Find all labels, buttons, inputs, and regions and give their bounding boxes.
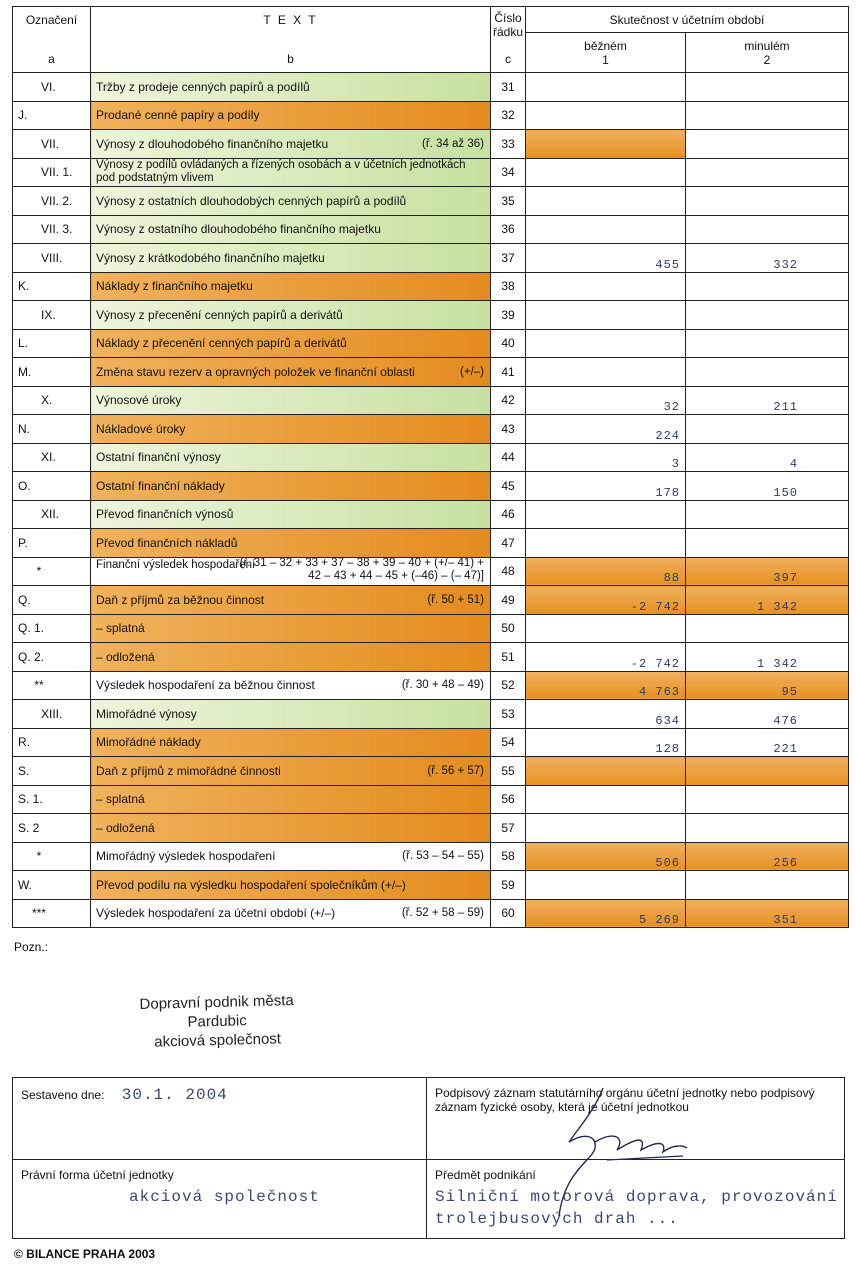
row-text <box>91 899 491 928</box>
row-label: Daň z příjmů z mimořádné činnosti <box>96 763 281 778</box>
row-label: Výnosy z krátkodobého finančního majetku <box>96 250 325 265</box>
row-text <box>91 443 491 472</box>
table-row <box>13 757 849 786</box>
row-code: VII. 1. <box>13 158 91 187</box>
row-number: 35 <box>491 187 526 216</box>
value-current: -2 742 <box>526 643 686 672</box>
row-code: R. <box>13 728 91 757</box>
row-text <box>91 301 491 330</box>
table-row <box>13 814 849 843</box>
row-code: VI. <box>13 73 91 102</box>
value-current: 4 763 <box>526 671 686 700</box>
row-code: *** <box>13 899 91 928</box>
table-row <box>13 101 849 130</box>
row-label: Výsledek hospodaření za běžnou činnost <box>96 678 315 693</box>
row-code: * <box>13 557 91 586</box>
row-formula: (ř. 56 + 57) <box>427 764 484 777</box>
row-text <box>91 557 491 586</box>
header-skutecnost: Skutečnost v účetním období <box>526 7 849 33</box>
row-text <box>91 785 491 814</box>
row-code: IX. <box>13 301 91 330</box>
row-text <box>91 329 491 358</box>
row-text <box>91 728 491 757</box>
row-code: S. 1. <box>13 785 91 814</box>
table-row <box>13 700 849 729</box>
row-text <box>91 842 491 871</box>
row-number: 36 <box>491 215 526 244</box>
table-row <box>13 187 849 216</box>
row-label: Nákladové úroky <box>96 421 186 436</box>
value-current: 5 269 <box>526 899 686 928</box>
row-formula: (ř. 34 až 36) <box>422 137 484 150</box>
table-row <box>13 728 849 757</box>
row-number: 37 <box>491 244 526 273</box>
row-number: 34 <box>491 158 526 187</box>
row-text <box>91 101 491 130</box>
header-oznaceni: Označení a <box>13 7 91 73</box>
table-row <box>13 358 849 387</box>
table-row <box>13 443 849 472</box>
row-label: Výnosy z dlouhodobého finančního majetku <box>96 136 329 151</box>
table-row <box>13 472 849 501</box>
value-previous: 397 <box>686 557 849 586</box>
row-code: Q. <box>13 586 91 615</box>
row-text <box>91 272 491 301</box>
row-label: Převod podílu na výsledku hospodaření společníkům (+/–) <box>96 877 406 892</box>
row-text <box>91 358 491 387</box>
row-label: Převod finančních nákladů <box>96 535 238 550</box>
value-previous <box>686 158 849 187</box>
row-number: 33 <box>491 130 526 159</box>
row-number: 57 <box>491 814 526 843</box>
row-code: J. <box>13 101 91 130</box>
table-row <box>13 557 849 586</box>
value-previous: 95 <box>686 671 849 700</box>
value-previous <box>686 301 849 330</box>
value-previous <box>686 215 849 244</box>
table-row <box>13 785 849 814</box>
value-previous <box>686 785 849 814</box>
value-previous <box>686 329 849 358</box>
row-code: L. <box>13 329 91 358</box>
value-previous <box>686 871 849 900</box>
row-formula: (ř. 52 + 58 – 59) <box>401 907 484 920</box>
row-label: Změna stavu rezerv a opravných položek ve finanční oblasti <box>96 364 415 379</box>
value-current: 506 <box>526 842 686 871</box>
row-text <box>91 215 491 244</box>
podpis-label: Podpisový záznam statutárního orgánu účetní jednotky nebo podpisový záznam fyzické osoby, která je účetní jednotkou <box>435 1086 815 1114</box>
row-formula: (ř. 30 + 48 – 49) <box>401 679 484 692</box>
row-code: * <box>13 842 91 871</box>
value-previous: 4 <box>686 443 849 472</box>
row-text <box>91 814 491 843</box>
row-text <box>91 700 491 729</box>
row-text <box>91 757 491 786</box>
row-label: Mimořádné výnosy <box>96 706 197 721</box>
row-number: 55 <box>491 757 526 786</box>
value-previous: 256 <box>686 842 849 871</box>
stamp-line: Dopravní podnik města <box>139 991 294 1014</box>
row-number: 39 <box>491 301 526 330</box>
value-current <box>526 871 686 900</box>
row-number: 58 <box>491 842 526 871</box>
forma-value: akciová společnost <box>129 1188 320 1206</box>
stamp-line: Pardubic <box>187 1012 247 1031</box>
value-current <box>526 272 686 301</box>
row-formula: (ř. 31 – 32 + 33 + 37 – 38 + 39 – 40 + (+/– 41) + 42 – 43 + 44 – 45 + (–46) – (– 47)] <box>239 557 484 582</box>
row-code: Q. 1. <box>13 614 91 643</box>
row-label: Mimořádné náklady <box>96 735 201 750</box>
table-row <box>13 386 849 415</box>
value-current: 88 <box>526 557 686 586</box>
row-label: Ostatní finanční náklady <box>96 478 225 493</box>
row-number: 31 <box>491 73 526 102</box>
company-stamp <box>139 991 295 1052</box>
row-text <box>91 73 491 102</box>
table-row <box>13 871 849 900</box>
row-number: 50 <box>491 614 526 643</box>
value-current <box>526 358 686 387</box>
footer-copyright: © BILANCE PRAHA 2003 <box>14 1247 156 1261</box>
row-label: Prodané cenné papíry a podíly <box>96 108 260 123</box>
value-current: 224 <box>526 415 686 444</box>
value-current: 634 <box>526 700 686 729</box>
row-text <box>91 386 491 415</box>
row-code: VIII. <box>13 244 91 273</box>
value-current <box>526 785 686 814</box>
row-label: Výnosy z podílů ovládaných a řízených osobách a v účetních jednotkách pod podstatným vlivem <box>96 159 466 185</box>
row-text <box>91 529 491 558</box>
row-label: Finanční výsledek hospodaření <box>96 558 256 571</box>
table-row <box>13 643 849 672</box>
row-text <box>91 472 491 501</box>
header-text: T E X T b <box>91 7 491 73</box>
row-label: – odložená <box>96 649 155 664</box>
row-label: Daň z příjmů za běžnou činnost <box>96 592 265 607</box>
row-label: – splatná <box>96 792 145 807</box>
row-label: Výnosy z ostatních dlouhodobých cenných papírů a podílů <box>96 193 407 208</box>
row-label: – odložená <box>96 820 155 835</box>
row-formula: (ř. 50 + 51) <box>427 593 484 606</box>
header-minule: minulém 2 <box>686 33 849 73</box>
row-code: VII. 2. <box>13 187 91 216</box>
table-row <box>13 415 849 444</box>
row-code: XIII. <box>13 700 91 729</box>
row-label: – splatná <box>96 621 145 636</box>
table-row <box>13 586 849 615</box>
value-previous <box>686 358 849 387</box>
row-label: Převod finančních výnosů <box>96 507 234 522</box>
value-current: 3 <box>526 443 686 472</box>
value-current <box>526 500 686 529</box>
value-previous <box>686 415 849 444</box>
signature-table <box>12 1077 845 1239</box>
row-code: XI. <box>13 443 91 472</box>
row-number: 49 <box>491 586 526 615</box>
table-row <box>13 329 849 358</box>
row-number: 47 <box>491 529 526 558</box>
value-current: 128 <box>526 728 686 757</box>
table-row <box>13 215 849 244</box>
table-row <box>13 301 849 330</box>
row-label: Výnosy z přecenění cenných papírů a derivátů <box>96 307 343 322</box>
table-row <box>13 73 849 102</box>
row-label: Výsledek hospodaření za účetní období (+/–) <box>96 906 336 921</box>
row-number: 60 <box>491 899 526 928</box>
row-text <box>91 415 491 444</box>
row-number: 56 <box>491 785 526 814</box>
table-row <box>13 899 849 928</box>
row-number: 53 <box>491 700 526 729</box>
value-current <box>526 814 686 843</box>
value-current <box>526 101 686 130</box>
row-label: Výnosové úroky <box>96 393 182 408</box>
sestaveno-value: 30.1. 2004 <box>121 1086 228 1104</box>
row-text <box>91 130 491 159</box>
row-code: N. <box>13 415 91 444</box>
value-previous <box>686 73 849 102</box>
value-previous: 1 342 <box>686 586 849 615</box>
table-row <box>13 842 849 871</box>
table-row <box>13 272 849 301</box>
row-formula: (ř. 53 – 54 – 55) <box>402 850 484 863</box>
row-formula: (+/–) <box>460 365 484 378</box>
value-current: -2 742 <box>526 586 686 615</box>
row-number: 46 <box>491 500 526 529</box>
row-number: 43 <box>491 415 526 444</box>
value-previous: 332 <box>686 244 849 273</box>
table-row <box>13 671 849 700</box>
predmet-value: Silniční motorová doprava, provozování trolejbusových drah ... <box>435 1188 838 1228</box>
row-number: 32 <box>491 101 526 130</box>
table-row <box>13 158 849 187</box>
row-text <box>91 244 491 273</box>
table-row <box>13 130 849 159</box>
row-code: XII. <box>13 500 91 529</box>
row-code: M. <box>13 358 91 387</box>
row-number: 38 <box>491 272 526 301</box>
value-current <box>526 301 686 330</box>
row-number: 52 <box>491 671 526 700</box>
table-row <box>13 529 849 558</box>
row-number: 42 <box>491 386 526 415</box>
row-text <box>91 671 491 700</box>
value-previous <box>686 272 849 301</box>
row-label: Výnosy z ostatního dlouhodobého finančního majetku <box>96 222 381 237</box>
value-current <box>526 73 686 102</box>
value-current: 178 <box>526 472 686 501</box>
row-number: 51 <box>491 643 526 672</box>
value-previous <box>686 529 849 558</box>
forma-label: Právní forma účetní jednotky <box>21 1168 174 1182</box>
row-text <box>91 643 491 672</box>
value-previous: 211 <box>686 386 849 415</box>
row-number: 59 <box>491 871 526 900</box>
value-previous <box>686 757 849 786</box>
value-current <box>526 158 686 187</box>
row-number: 44 <box>491 443 526 472</box>
value-previous: 351 <box>686 899 849 928</box>
row-code: S. 2 <box>13 814 91 843</box>
row-code: X. <box>13 386 91 415</box>
value-previous <box>686 130 849 159</box>
row-number: 54 <box>491 728 526 757</box>
income-statement-table <box>12 6 849 928</box>
value-current <box>526 529 686 558</box>
value-current <box>526 329 686 358</box>
value-current <box>526 187 686 216</box>
forma-cell <box>13 1160 427 1239</box>
row-code: P. <box>13 529 91 558</box>
row-number: 48 <box>491 557 526 586</box>
row-label: Náklady z přecenění cenných papírů a derivátů <box>96 336 347 351</box>
header-bezne: běžném 1 <box>526 33 686 73</box>
value-previous <box>686 101 849 130</box>
row-text <box>91 187 491 216</box>
row-text <box>91 614 491 643</box>
row-label: Ostatní finanční výnosy <box>96 450 221 465</box>
value-current: 32 <box>526 386 686 415</box>
sestaveno-cell <box>13 1078 427 1160</box>
row-text <box>91 158 491 187</box>
row-code: Q. 2. <box>13 643 91 672</box>
signature-drawing <box>555 1070 695 1220</box>
table-row <box>13 614 849 643</box>
note-label: Pozn.: <box>14 940 49 954</box>
value-previous <box>686 614 849 643</box>
value-previous: 150 <box>686 472 849 501</box>
row-text <box>91 871 491 900</box>
row-number: 45 <box>491 472 526 501</box>
table-row <box>13 500 849 529</box>
row-code: S. <box>13 757 91 786</box>
row-code: VII. <box>13 130 91 159</box>
predmet-label: Předmět podnikání <box>435 1168 536 1182</box>
value-previous <box>686 187 849 216</box>
row-code: ** <box>13 671 91 700</box>
sestaveno-label: Sestaveno dne: <box>21 1088 105 1102</box>
value-previous: 221 <box>686 728 849 757</box>
row-text <box>91 586 491 615</box>
row-code: VII. 3. <box>13 215 91 244</box>
row-code: O. <box>13 472 91 501</box>
row-label: Tržby z prodeje cenných papírů a podílů <box>96 79 310 94</box>
row-code: K. <box>13 272 91 301</box>
value-current: 455 <box>526 244 686 273</box>
row-number: 40 <box>491 329 526 358</box>
stamp-line: akciová společnost <box>154 1030 282 1051</box>
row-number: 41 <box>491 358 526 387</box>
value-current <box>526 757 686 786</box>
value-previous: 1 342 <box>686 643 849 672</box>
value-previous: 476 <box>686 700 849 729</box>
value-previous <box>686 500 849 529</box>
table-row <box>13 244 849 273</box>
row-text <box>91 500 491 529</box>
row-label: Náklady z finančního majetku <box>96 279 253 294</box>
value-current <box>526 614 686 643</box>
row-code: W. <box>13 871 91 900</box>
value-current <box>526 130 686 159</box>
value-previous <box>686 814 849 843</box>
table-body <box>13 73 849 928</box>
row-label: Mimořádný výsledek hospodaření <box>96 849 276 864</box>
value-current <box>526 215 686 244</box>
header-cislo: Číslo řádku c <box>491 7 526 73</box>
